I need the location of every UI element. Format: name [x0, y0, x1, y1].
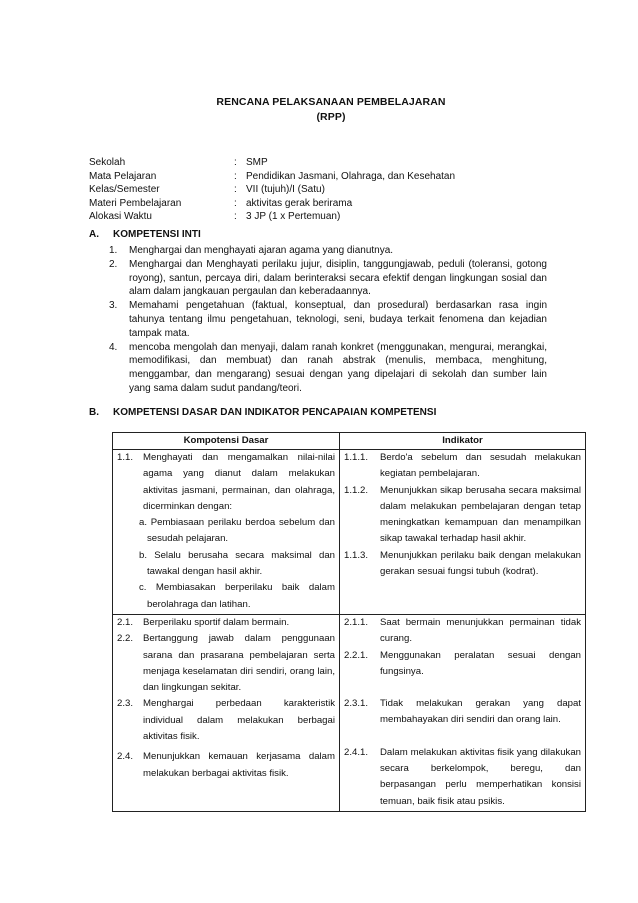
info-key: Alokasi Waktu: [89, 211, 152, 222]
info-key: Materi Pembelajaran: [89, 197, 182, 209]
table-row: [113, 614, 586, 811]
item-number: 1.1.3.: [344, 549, 369, 561]
info-value: SMP: [246, 157, 268, 168]
item-text: Menunjukkan sikap berusaha secara maksimal dalam melakukan pembelajaran dengan tetap meningkatkan kemampuan dan menampilkan sikap tawakal terhadap hasil akhir.: [380, 484, 581, 545]
section-title: KOMPETENSI DASAR DAN INDIKATOR PENCAPAIAN KOMPETENSI: [113, 407, 437, 418]
table-row: [113, 450, 586, 615]
header-indikator: Indikator: [340, 433, 586, 450]
item-number: 4.: [109, 341, 118, 353]
info-key: Mata Pelajaran: [89, 170, 157, 182]
item-number: 2.1.: [117, 616, 134, 628]
info-value: Pendidikan Jasmani, Olahraga, dan Kesehatan: [246, 170, 456, 182]
identity-block: [89, 156, 455, 224]
kd-subitem: a. Pembiasaan perilaku berdoa sebelum dan sesudah pelajaran.: [139, 517, 335, 545]
kd-item: [117, 615, 335, 631]
kd-item: [117, 749, 335, 782]
item-number: 2.2.: [117, 633, 134, 645]
info-row: [89, 156, 455, 170]
info-colon: :: [234, 184, 237, 195]
item-text: Bertanggung jawab dalam penggunaan sarana dan prasarana pembelajaran serta menjaga keselamatan diri sendiri, orang lain, dan lingkungan sekitar.: [143, 633, 335, 694]
indicator-cell: [340, 614, 586, 811]
kd-item: [117, 631, 335, 696]
indicator-item: [344, 483, 581, 548]
item-number: 2.2.1.: [344, 649, 369, 661]
info-value: 3 JP (1 x Pertemuan): [246, 211, 341, 222]
info-row: [89, 197, 455, 211]
kd-item: [117, 696, 335, 745]
indicator-cell: [340, 450, 586, 615]
item-text: Dalam melakukan aktivitas fisik yang dilakukan secara berkelompok, beregu, dan berpasangan perlu memperhatikan konsisi temuan, baik fisik atau psikis.: [380, 746, 581, 807]
info-colon: :: [234, 197, 237, 209]
item-number: 1.1.: [117, 452, 134, 463]
info-value: VII (tujuh)/I (Satu): [246, 184, 325, 195]
item-number: 1.1.1.: [344, 452, 369, 463]
item-text: Saat bermain menunjukkan permainan tidak curang.: [380, 616, 581, 645]
info-colon: :: [234, 211, 237, 222]
section-b-heading: [89, 407, 436, 418]
list-item: [109, 299, 547, 340]
item-text: Menggunakan peralatan sesuai dengan fungsinya.: [380, 649, 581, 677]
table-header-row: [113, 433, 586, 450]
kompetensi-inti-list: [109, 244, 547, 396]
list-item: [109, 244, 547, 258]
list-item: [109, 341, 547, 396]
item-text: mencoba mengolah dan menyaji, dalam ranah konkret (menggunakan, mengurai, merangkai, memodifikasi, dan membuat) dan ranah abstrak (menulis, membaca, menghitung, menggambar, dan mengarang) sesuai dengan yang dipelajari di sekolah dan sumber lain yang sama dalam sudut pandang/teori.: [129, 341, 547, 394]
header-kompetensi-dasar: Kompotensi Dasar: [113, 433, 340, 450]
item-text: Menghargai dan menghayati ajaran agama yang dianutnya.: [129, 245, 394, 256]
item-number: 3.: [109, 300, 118, 312]
item-number: 2.4.: [117, 751, 134, 763]
item-number: 2.3.1.: [344, 698, 369, 710]
list-item: [109, 258, 547, 299]
doc-subtitle: (RPP): [316, 111, 346, 123]
kd-cell: [113, 450, 340, 615]
item-text: Menghargai dan Menghayati perilaku jujur, disiplin, tanggungjawab, peduli (toleransi, gotong royong), santun, percaya diri, dalam berinteraksi secara efektif dengan lingkungan sosial dan alam dalam jangkauan pergaulan dan keberadaannya.: [129, 258, 547, 298]
info-colon: :: [234, 157, 237, 168]
kd-cell: [113, 614, 340, 811]
section-letter: A.: [89, 229, 99, 240]
item-number: 2.3.: [117, 698, 134, 710]
info-key: Kelas/Semester: [89, 184, 160, 195]
info-colon: :: [234, 170, 237, 182]
doc-title: RENCANA PELAKSANAAN PEMBELAJARAN: [216, 96, 446, 108]
indicator-item: [344, 745, 581, 810]
info-key: Sekolah: [89, 157, 126, 168]
item-number: 2.1.1.: [344, 616, 369, 628]
item-text: Tidak melakukan gerakan yang dapat membahayakan diri sendiri dan orang lain.: [380, 698, 581, 726]
info-row: [89, 210, 455, 224]
kd-subitem: c. Membiasakan berperilaku baik dalam berolahraga dan latihan.: [139, 582, 335, 610]
item-text: Berdo'a sebelum dan sesudah melakukan kegiatan pembelajaran.: [380, 452, 581, 480]
kd-subitem: b. Selalu berusaha secara maksimal dan tawakal dengan hasil akhir.: [139, 549, 335, 578]
section-a-heading: [89, 229, 201, 240]
item-text: Berperilaku sportif dalam bermain.: [143, 616, 290, 628]
info-row: [89, 183, 455, 197]
indicator-item: [344, 548, 581, 581]
indicator-item: [344, 696, 581, 729]
item-text: Memahami pengetahuan (faktual, konseptual, dan prosedural) berdasarkan rasa ingin tahunya tentang ilmu pengetahuan, teknologi, seni, budaya terkait fenomena dan kejadian tampak mata.: [129, 300, 547, 339]
item-text: Menghargai perbedaan karakteristik individual dalam melakukan berbagai aktivitas fisik.: [143, 698, 335, 743]
item-number: 2.4.1.: [344, 746, 369, 758]
indicator-item: [344, 450, 581, 483]
item-number: 1.1.2.: [344, 484, 369, 496]
section-title: KOMPETENSI INTI: [113, 229, 201, 240]
item-text: Menunjukkan perilaku baik dengan melakukan gerakan sesuai fungsi tubuh (kodrat).: [380, 549, 581, 578]
indicator-item: [344, 615, 581, 648]
info-row: [89, 170, 455, 184]
item-text: Menghayati dan mengamalkan nilai-nilai agama yang dianut dalam melakukan aktivitas jasmani, permainan, dan olahraga, dicerminkan dengan:: [143, 452, 335, 512]
item-text: Menunjukkan kemauan kerjasama dalam melakukan berbagai aktivitas fisik.: [143, 751, 335, 779]
section-letter: B.: [89, 407, 99, 418]
competency-table: [112, 432, 586, 812]
info-value: aktivitas gerak berirama: [246, 197, 353, 209]
kd-item: [117, 450, 335, 515]
indicator-item: [344, 648, 581, 681]
item-number: 1.: [109, 245, 118, 256]
item-number: 2.: [109, 258, 118, 270]
